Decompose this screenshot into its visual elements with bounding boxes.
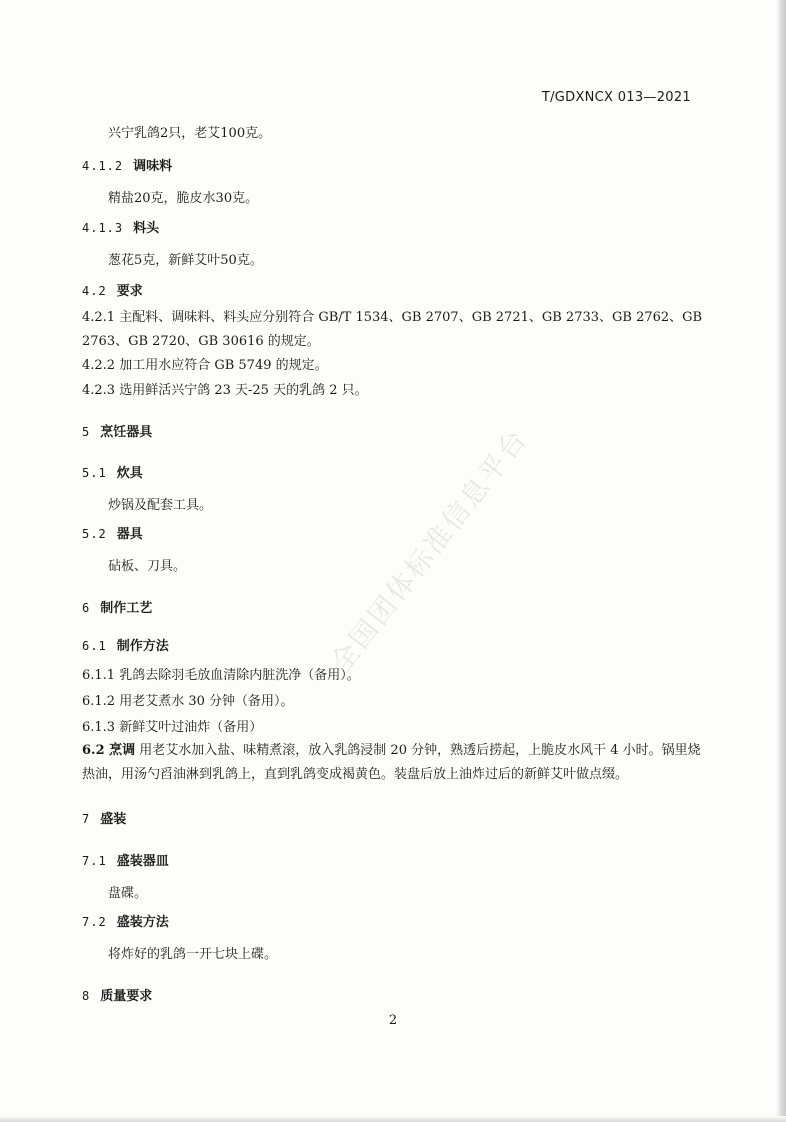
page-number: 2 bbox=[388, 1013, 398, 1028]
section-number: 4.1.2 bbox=[82, 159, 124, 173]
section-number: 4.2 bbox=[82, 284, 107, 298]
section-number: 6.1 bbox=[82, 639, 107, 653]
section-number: 5.1 bbox=[82, 466, 107, 480]
section-title: 炊具 bbox=[116, 466, 143, 481]
section-title: 烹饪器具 bbox=[100, 425, 153, 440]
section-heading-5 bbox=[82, 421, 152, 440]
section-number: 6 bbox=[82, 601, 91, 615]
section-title: 器具 bbox=[116, 527, 143, 542]
section-number: 7.1 bbox=[82, 854, 107, 868]
section-title: 制作工艺 bbox=[100, 601, 153, 616]
section-title: 盛装 bbox=[100, 812, 127, 827]
clause-6-2 bbox=[82, 739, 704, 787]
section-number: 4.1.3 bbox=[82, 221, 124, 235]
clause-6-1-2: 6.1.2 用老艾煮水 30 分钟（备用）。 bbox=[82, 694, 294, 709]
clause-6-2-body: 用老艾水加入盐、味精煮滚，放入乳鸽浸制 20 分钟，熟透后捞起，上脆皮水风干 4 小时。锅里烧热油，用汤勺舀油淋到乳鸽上，直到乳鸽变成褐黄色。装盘后放上油炸过后的新鲜艾叶做点缀。 bbox=[82, 743, 701, 782]
document-code: T/GDXNCX 013—2021 bbox=[541, 90, 691, 105]
section-title: 盛装方法 bbox=[116, 915, 169, 930]
section-heading-4-1-2 bbox=[82, 155, 172, 174]
section-title: 料头 bbox=[133, 221, 160, 236]
section-heading-8 bbox=[82, 985, 152, 1004]
section-title: 要求 bbox=[116, 284, 143, 299]
page-edge-shadow bbox=[776, 0, 786, 1122]
section-number: 5 bbox=[82, 425, 91, 439]
section-number: 5.2 bbox=[82, 527, 107, 541]
section-heading-4-2 bbox=[82, 280, 143, 299]
section-title: 质量要求 bbox=[100, 989, 153, 1004]
page-bottom-shadow bbox=[0, 1116, 786, 1122]
section-number: 7.2 bbox=[82, 915, 107, 929]
cookware-text: 炒锅及配套工具。 bbox=[108, 498, 213, 513]
section-heading-6 bbox=[82, 597, 152, 616]
clause-6-1-3: 6.1.3 新鲜艾叶过油炸（备用） bbox=[82, 720, 263, 735]
section-heading-7-1 bbox=[82, 850, 169, 869]
seasoning-text: 精盐20克，脆皮水30克。 bbox=[108, 191, 259, 206]
clause-4-2-2: 4.2.2 加工用水应符合 GB 5749 的规定。 bbox=[82, 358, 328, 373]
section-number: 7 bbox=[82, 812, 91, 826]
ingredient-main-text: 兴宁乳鸽2只，老艾100克。 bbox=[108, 126, 272, 141]
section-heading-7 bbox=[82, 808, 126, 827]
section-title: 盛装器皿 bbox=[116, 854, 169, 869]
section-title: 调味料 bbox=[133, 159, 173, 174]
section-heading-7-2 bbox=[82, 911, 169, 930]
section-number: 8 bbox=[82, 989, 91, 1003]
clause-6-2-label: 6.2 烹调 bbox=[82, 743, 136, 758]
watermark: 全国团体标准信息平台 bbox=[325, 422, 535, 679]
section-title: 制作方法 bbox=[116, 639, 169, 654]
section-heading-4-1-3 bbox=[82, 217, 159, 236]
clause-4-2-1: 4.2.1 主配料、调味料、料头应分别符合 GB/T 1534、GB 2707、GB 2721、GB 2733、GB 2762、GB 2763、GB 2720、GB 30616 的规定。 bbox=[82, 310, 703, 349]
clause-6-1-1: 6.1.1 乳鸽去除羽毛放血清除内脏洗净（备用）。 bbox=[82, 668, 360, 683]
clause-4-2-3: 4.2.3 选用鲜活兴宁鸽 23 天-25 天的乳鸽 2 只。 bbox=[82, 383, 368, 398]
section-heading-6-1 bbox=[82, 635, 169, 654]
garnish-text: 葱花5克，新鲜艾叶50克。 bbox=[108, 253, 263, 268]
section-heading-5-2 bbox=[82, 523, 143, 542]
dish-text: 盘碟。 bbox=[108, 886, 148, 901]
plating-text: 将炸好的乳鸽一开七块上碟。 bbox=[108, 947, 278, 962]
utensils-text: 砧板、刀具。 bbox=[108, 559, 187, 574]
section-heading-5-1 bbox=[82, 462, 143, 481]
